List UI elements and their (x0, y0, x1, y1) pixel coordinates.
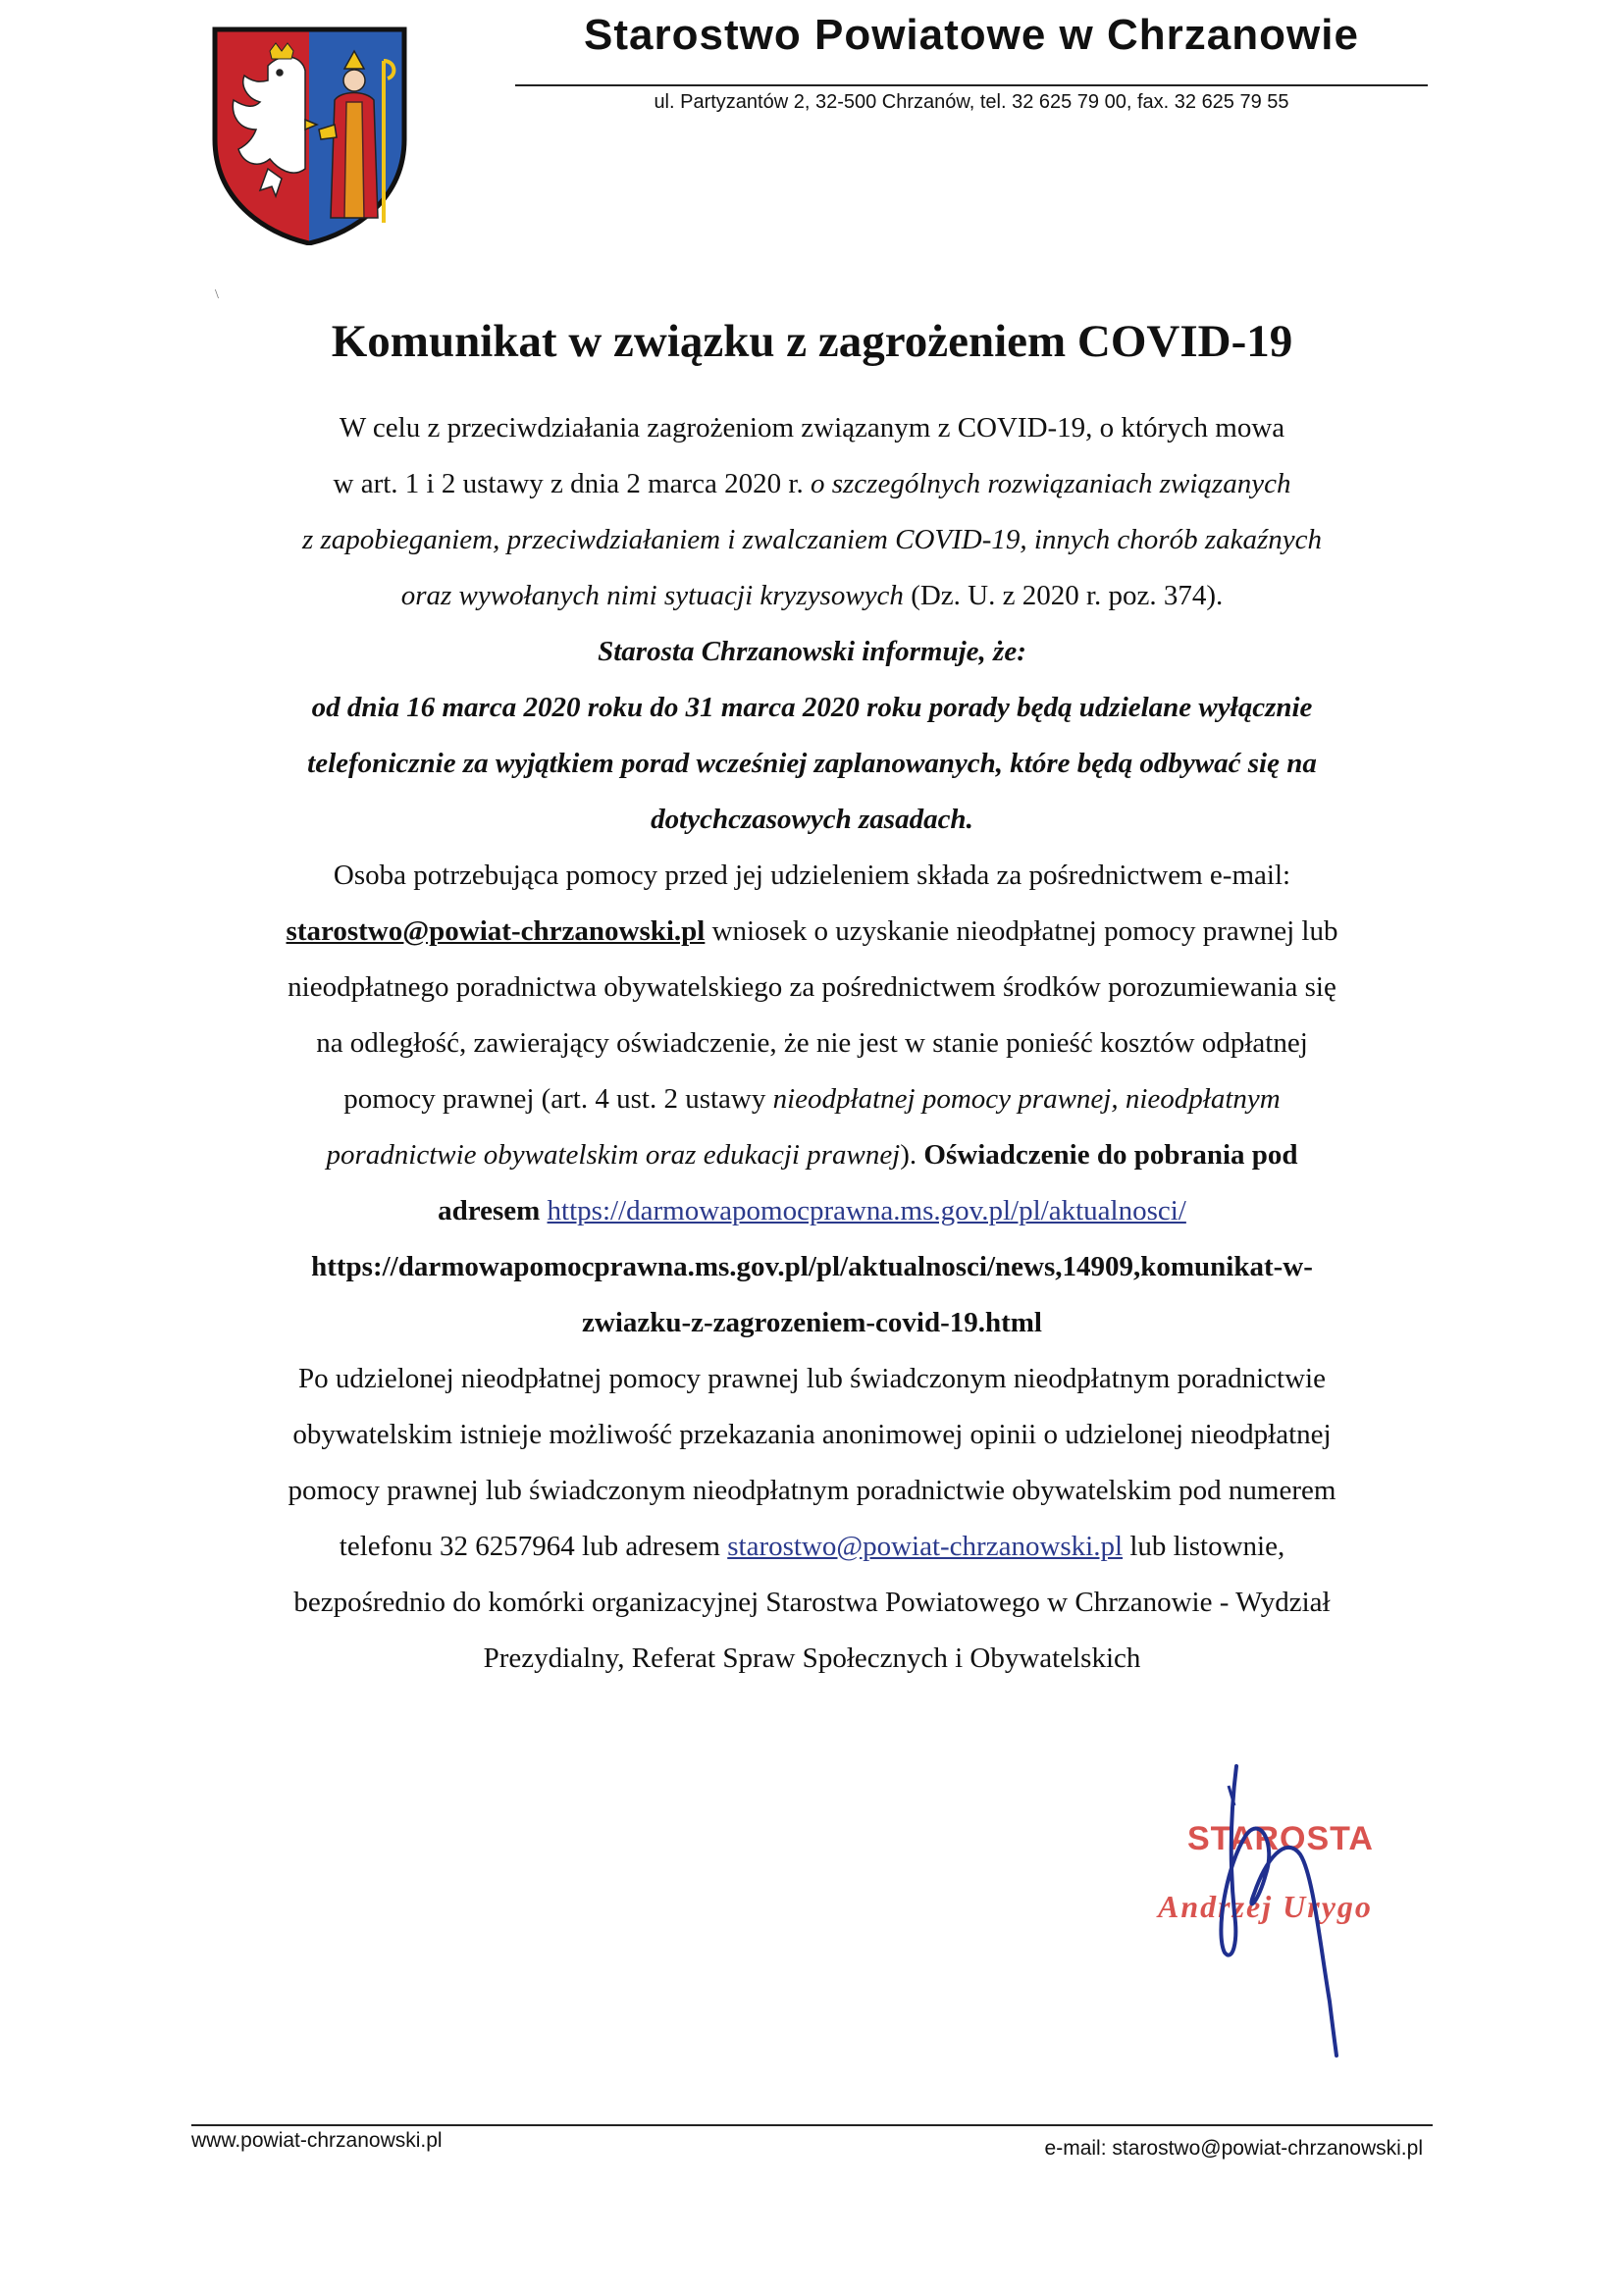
text-line: Osoba potrzebująca pomocy przed jej udzieleniem składa za pośrednictwem e-mail: (333, 860, 1291, 891)
text-line: Po udzielonej nieodpłatnej pomocy prawnej lub świadczonym nieodpłatnym poradnictwie (298, 1363, 1326, 1394)
text-line: pomocy prawnej (art. 4 ust. 2 ustawy nieodpłatnej pomocy prawnej, nieodpłatnym (343, 1083, 1281, 1115)
text-line: poradnictwie obywatelskim oraz edukacji prawnej). Oświadczenie do pobrania pod (326, 1139, 1298, 1171)
footer-email[interactable]: e-mail: starostwo@powiat-chrzanowski.pl (1044, 2137, 1423, 2160)
text-line: Prezydialny, Referat Spraw Społecznych i Obywatelskich (483, 1642, 1141, 1674)
announcement-line: telefonicznie za wyjątkiem porad wcześniej zaplanowanych, które będą odbywać się na (307, 748, 1317, 779)
stamp-name: Andrzej Urygo (1158, 1889, 1373, 1924)
url-line: zwiazku-z-zagrozeniem-covid-19.html (582, 1307, 1042, 1338)
news-link[interactable]: https://darmowapomocprawna.ms.gov.pl/pl/aktualnosci/ (547, 1195, 1186, 1226)
text-line: obywatelskim istnieje możliwość przekazania anonimowej opinii o udzielonej nieodpłatnej (292, 1419, 1332, 1450)
announcement-line: od dnia 16 marca 2020 roku do 31 marca 2020 roku porady będą udzielane wyłącznie (311, 692, 1313, 723)
text-line: pomocy prawnej lub świadczonym nieodpłatnym poradnictwie obywatelskim pod numerem (288, 1475, 1336, 1506)
text-line: W celu z przeciwdziałania zagrożeniom związanym z COVID-19, o których mowa (339, 412, 1285, 443)
text-line: starostwo@powiat-chrzanowski.pl wniosek o uzyskanie nieodpłatnej pomocy prawnej lub (286, 915, 1338, 947)
handwritten-signature (1138, 1747, 1393, 2060)
text-line: nieodpłatnego poradnictwa obywatelskiego za pośrednictwem środków porozumiewania się (288, 971, 1336, 1003)
office-address: ul. Partyzantów 2, 32-500 Chrzanów, tel. 32 625 79 00, fax. 32 625 79 55 (654, 91, 1289, 113)
text-line: z zapobieganiem, przeciwdziałaniem i zwalczaniem COVID-19, innych chorób zakaźnych (301, 524, 1323, 555)
text-line: oraz wywołanych nimi sytuacji kryzysowych (Dz. U. z 2020 r. poz. 374). (400, 580, 1224, 611)
footer-website[interactable]: www.powiat-chrzanowski.pl (191, 2129, 443, 2152)
text-line: w art. 1 i 2 ustawy z dnia 2 marca 2020 r. o szczególnych rozwiązaniach związanych (333, 468, 1291, 499)
url-line: https://darmowapomocprawna.ms.gov.pl/pl/aktualnosci/news,14909,komunikat-w- (311, 1251, 1313, 1282)
footer-divider (191, 2124, 1433, 2126)
text-line: bezpośrednio do komórki organizacyjnej Starostwa Powiatowego w Chrzanowie - Wydział (293, 1587, 1331, 1618)
document-body (186, 400, 1438, 1687)
coat-of-arms-icon (209, 22, 410, 245)
announcement-heading: Starosta Chrzanowski informuje, że: (598, 636, 1026, 667)
office-name: Starostwo Powiatowe w Chrzanowie (584, 11, 1359, 59)
text-line: telefonu 32 6257964 lub adresem starostwo@powiat-chrzanowski.pl lub listownie, (339, 1531, 1285, 1562)
text-line: adresem https://darmowapomocprawna.ms.gov.pl/pl/aktualnosci/ (438, 1195, 1186, 1226)
page-title: Komunikat w związku z zagrożeniem COVID-19 (331, 316, 1293, 367)
scan-mark: \ (215, 287, 219, 302)
email-link[interactable]: starostwo@powiat-chrzanowski.pl (286, 915, 706, 947)
stamp-title: STAROSTA (1187, 1820, 1374, 1857)
text-line: na odległość, zawierający oświadczenie, że nie jest w stanie ponieść kosztów odpłatnej (316, 1027, 1308, 1059)
email-link[interactable]: starostwo@powiat-chrzanowski.pl (727, 1531, 1124, 1562)
announcement-line: dotychczasowych zasadach. (651, 804, 973, 835)
